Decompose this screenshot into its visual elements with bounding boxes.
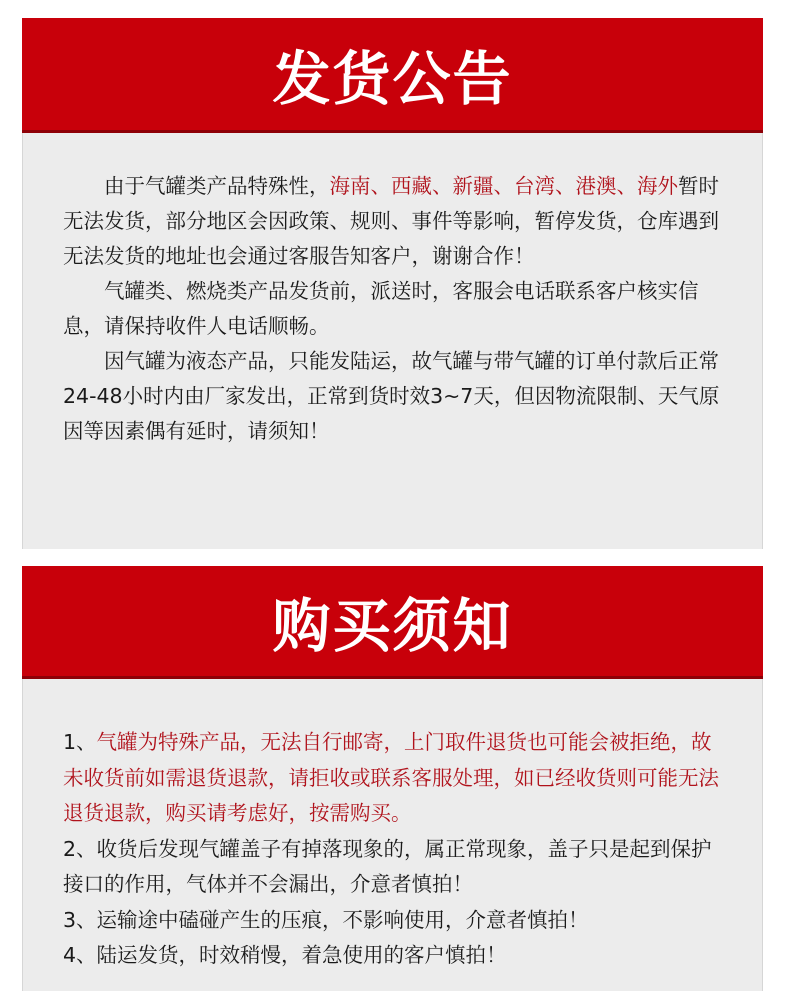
shipping-paragraph-2: 气罐类、燃烧类产品发货前，派送时，客服会电话联系客户核实信息，请保持收件人电话顺畅。 xyxy=(63,279,699,338)
purchase-item-1 xyxy=(63,725,724,832)
shipping-p1-rest: 暂时无法发货，部分地区会因政策、规则、事件等影响，暂停发货，仓库遇到无法发货的地址也会通过客服告知客户，谢谢合作！ xyxy=(63,174,719,268)
shipping-notice-title: 发货公告 xyxy=(272,45,513,113)
purchase-item-4: 4、陆运发货，时效稍慢，着急使用的客户慎拍！ xyxy=(63,943,507,967)
purchase-item-3: 3、运输途中磕碰产生的压痕，不影响使用，介意者慎拍！ xyxy=(63,907,589,932)
purchase-item-1-text: 气罐为特殊产品，无法自行邮寄，上门取件退货也可能会被拒绝，故未收货前如需退货退款，请拒收或联系客服处理，如已经收货则可能无法退货退款，购买请考虑好，按需购买。 xyxy=(63,730,719,825)
purchase-notice-banner xyxy=(22,566,763,679)
shipping-paragraph-1 xyxy=(63,169,724,274)
shipping-notice-panel xyxy=(22,133,763,549)
purchase-item-2: 2、收货后发现气罐盖子有掉落现象的，属正常现象，盖子只是起到保护接口的作用，气体并不会漏出，介意者慎拍！ xyxy=(63,836,712,896)
purchase-notice-title: 购买须知 xyxy=(272,592,513,660)
purchase-item-1-number: 1、 xyxy=(63,730,97,754)
shipping-paragraph-3: 因气罐为液态产品，只能发陆运，故气罐与带气罐的订单付款后正常24-48小时内由厂家发出，正常到货时效3~7天，但因物流限制、天气原因等因素偶有延时，请须知！ xyxy=(63,349,720,443)
shipping-notice-banner xyxy=(22,18,763,133)
shipping-p1-regions: 海南、西藏、新疆、台湾、港澳、海外 xyxy=(329,174,678,198)
shipping-p1-lead: 由于气罐类产品特殊性， xyxy=(104,174,330,198)
purchase-notice-panel xyxy=(22,679,763,991)
